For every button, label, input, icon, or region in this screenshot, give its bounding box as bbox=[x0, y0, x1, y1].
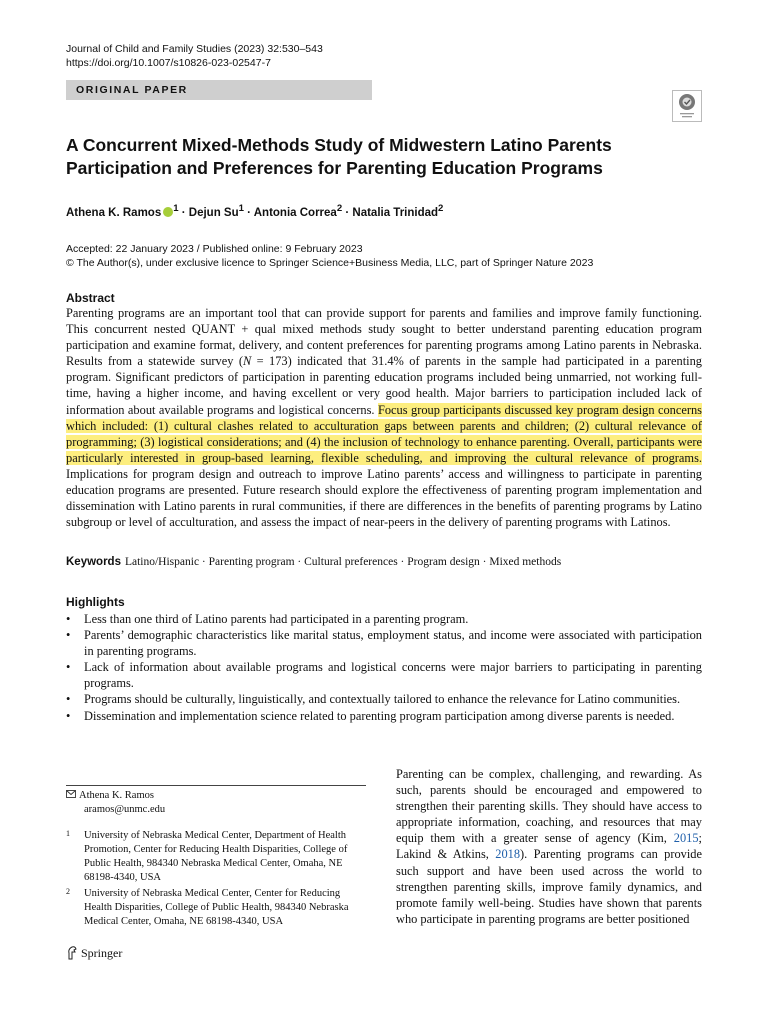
publisher-name: Springer bbox=[81, 946, 123, 960]
copyright: © The Author(s), under exclusive licence to Springer Science+Business Media, LLC, part of Springer Nature 2023 bbox=[66, 257, 594, 269]
keywords-list: Latino/Hispanic · Parenting program · Cultural preferences · Program design · Mixed methods bbox=[124, 556, 562, 568]
body-part: ). Parenting programs can provide such support and have been used across the world to strengthen parenting skills, improve family dynamics, and promote family well-being. Studies have shown that parents who participate in parenting programs are better positioned bbox=[396, 847, 702, 926]
accepted-published: Accepted: 22 January 2023 / Published online: 9 February 2023 bbox=[66, 243, 363, 255]
affiliation bbox=[66, 887, 366, 929]
author-affiliation: 1 bbox=[238, 203, 244, 214]
body-part: ; Lakind & Atkins, bbox=[396, 831, 702, 862]
highlighted-text: Focus group participants discussed key program design concerns which included: (1) cultural clashes related to acculturation gaps between parents and children; (2) cultural relevance of programming; (3) logistical considerations; and (4) the inclusion of technology to enhance parenting. Overall, participants were particularly interested in group-based learning, flexible scheduling, and improving the cultural relevance of programs. bbox=[66, 402, 702, 465]
abstract-part: Implications for program design and outreach to improve Latino parents’ access and willingness to participate in parenting education programs are presented. Future research should explore the effectiveness of parenting program implementation and dissemination with Latino parents in rural communities, if there are differences in the benefits of parenting programs by Latino subgroup or level of acculturation, and assess the impact of near-peers in the delivery of parenting programs with Latinos. bbox=[66, 466, 702, 530]
list-item: • Lack of information about available programs and logistical concerns were major barriers to participating in parenting programs. bbox=[66, 659, 702, 691]
body-part: Parenting can be complex, challenging, and rewarding. As such, parents should be encouraged and empowered to strengthen their parenting skills. They should have access to appropriate information, coaching, and resources that may equip them with a greater sense of agency (Kim, bbox=[396, 767, 702, 846]
abstract-part: Parenting programs are an important tool that can provide support for parents and families and improve family functioning. This concurrent nested QUANT + qual mixed methods study sought to better understand parenting education program participation and examine format, delivery, and content preferences for parenting programs among Latino parents in Nebraska. Results from a statewide survey ( bbox=[66, 306, 702, 369]
corresponding-author: Athena K. Ramos bbox=[79, 790, 154, 801]
abstract-part: = 173) indicated that 31.4% of parents in the sample had participated in a parenting program. Significant predictors of participation in parenting education programs included being unmarried, not working full-time, having a higher income, and having excellent or very good health. Major barriers to participation included lack of information about available programs and logistical concerns. bbox=[66, 354, 703, 417]
highlights-list bbox=[66, 611, 702, 724]
author-name[interactable]: Natalia Trinidad bbox=[352, 206, 439, 219]
affiliation-text: University of Nebraska Medical Center, Center for Reducing Health Disparities, College of Public Health, 984340 Nebraska Medical Center, Omaha, NE 68198-4340, USA bbox=[84, 888, 349, 927]
keywords bbox=[66, 556, 561, 568]
journal-header bbox=[66, 42, 323, 70]
paper-title: A Concurrent Mixed-Methods Study of Midwestern Latino Parents Participation and Preferences for Parenting Education Programs bbox=[66, 135, 612, 178]
doi-link[interactable]: https://doi.org/10.1007/s10826-023-02547-7 bbox=[66, 57, 271, 69]
list-item: • Parents’ demographic characteristics like marital status, employment status, and income were associated with participation in parenting programs. bbox=[66, 627, 702, 659]
citation-link[interactable]: 2015 bbox=[673, 831, 699, 846]
footnote-divider bbox=[66, 785, 366, 786]
affiliation-text: University of Nebraska Medical Center, Department of Health Promotion, Center for Reducing Health Disparities, College of Public Health, 984340 Nebraska Medical Center, Omaha, NE 68198-4340, USA bbox=[84, 830, 348, 883]
affiliation bbox=[66, 829, 366, 885]
abstract-n: N bbox=[242, 354, 252, 369]
check-for-updates-icon[interactable] bbox=[672, 90, 702, 122]
author-affiliation: 2 bbox=[336, 203, 343, 214]
citation-link[interactable]: 2018 bbox=[495, 847, 521, 862]
author-name[interactable]: Athena K. Ramos bbox=[66, 206, 162, 219]
author-email[interactable]: aramos@unmc.edu bbox=[84, 804, 166, 815]
list-item: • Programs should be culturally, linguistically, and contextually tailored to enhance the relevance for Latino communities. bbox=[66, 691, 702, 707]
correspondence bbox=[66, 789, 366, 817]
author-affiliation: 2 bbox=[438, 203, 444, 214]
author-list bbox=[66, 203, 443, 219]
orcid-icon[interactable] bbox=[163, 207, 173, 217]
publication-dates bbox=[66, 242, 593, 270]
abstract-text bbox=[66, 305, 702, 530]
list-item: • Less than one third of Latino parents had participated in a parenting program. bbox=[66, 611, 702, 627]
affiliation-number: 1 bbox=[66, 829, 70, 838]
highlights-heading: Highlights bbox=[66, 595, 125, 609]
publisher-footer bbox=[66, 946, 122, 964]
author-separator: · bbox=[342, 206, 353, 219]
author-separator: · bbox=[243, 206, 254, 219]
article-type-badge: ORIGINAL PAPER bbox=[66, 80, 372, 100]
springer-horse-icon bbox=[66, 946, 78, 964]
keywords-label: Keywords bbox=[66, 556, 121, 568]
author-name[interactable]: Antonia Correa bbox=[253, 206, 337, 219]
author-separator: · bbox=[178, 206, 189, 219]
journal-citation: Journal of Child and Family Studies (2023) 32:530–543 bbox=[66, 43, 323, 55]
envelope-icon bbox=[66, 789, 79, 803]
author-affiliation: 1 bbox=[173, 203, 179, 214]
author-name[interactable]: Dejun Su bbox=[188, 206, 239, 219]
abstract-heading: Abstract bbox=[66, 291, 115, 305]
affiliation-number: 2 bbox=[66, 887, 70, 896]
list-item: • Dissemination and implementation science related to parenting program participation among diverse parents is needed. bbox=[66, 708, 702, 724]
body-text bbox=[396, 766, 702, 927]
